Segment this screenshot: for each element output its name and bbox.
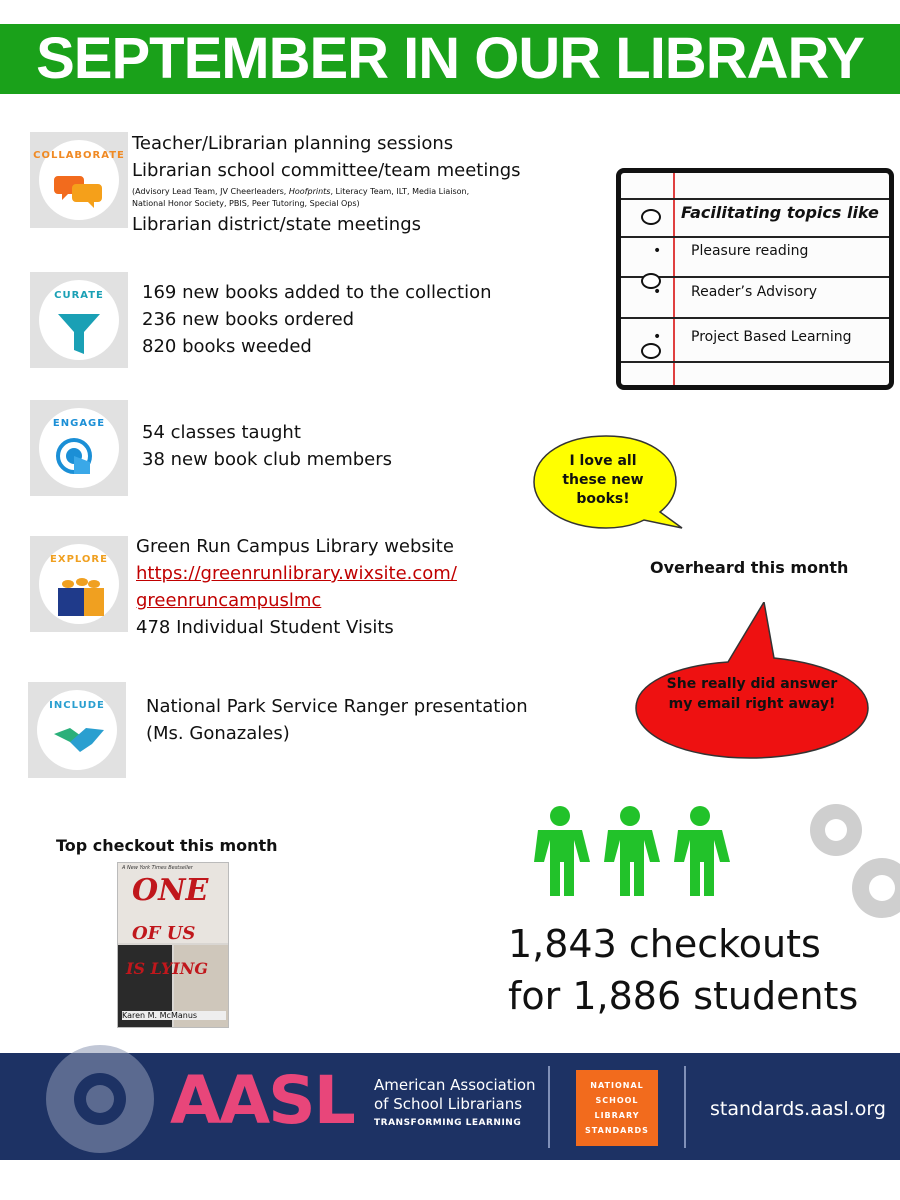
touch-icon <box>54 438 104 484</box>
explore-label: EXPLORE <box>50 554 108 565</box>
page-title: SEPTEMBER IN OUR LIBRARY <box>36 26 864 91</box>
book-tagline: A New York Times Bestseller <box>122 865 193 871</box>
org-name-line-2: of School Librarians <box>374 1095 523 1113</box>
overheard-heading: Overheard this month <box>650 558 849 577</box>
book-title-line-1: ONE <box>132 873 209 908</box>
yellow-bubble-text: I love all these new books! <box>562 453 644 507</box>
org-name-line-1: American Association <box>374 1076 536 1094</box>
checkouts-stat: 1,843 checkouts <box>508 922 821 966</box>
notebook-title: Facilitating topics like <box>681 203 879 222</box>
collaborate-tile <box>30 132 128 228</box>
collaborate-label: COLLABORATE <box>33 150 125 161</box>
students-stat: for 1,886 students <box>508 974 859 1018</box>
red-bubble-text: She really did answer my email right away! <box>666 676 838 712</box>
building-block-icon <box>54 574 108 620</box>
binder-hole-icon <box>641 343 661 359</box>
book-title-line-3: IS LYING <box>126 959 209 978</box>
bullet-icon: • <box>653 243 662 259</box>
explore-line-4: 478 Individual Student Visits <box>136 617 394 638</box>
include-label: INCLUDE <box>49 700 105 711</box>
collaborate-line-3: Librarian district/state meetings <box>132 214 422 235</box>
top-checkout-label: Top checkout this month <box>56 836 278 855</box>
bullet-icon: • <box>653 284 662 300</box>
standards-url-link[interactable]: standards.aasl.org <box>710 1098 886 1120</box>
footer-divider <box>684 1066 686 1148</box>
include-line-2: (Ms. Gonazales) <box>146 723 290 744</box>
gear-icon <box>30 1028 170 1170</box>
include-tile <box>28 682 126 778</box>
speech-bubbles-icon <box>54 170 104 210</box>
curate-line-3: 820 books weeded <box>142 336 312 357</box>
include-line-1: National Park Service Ranger presentation <box>146 696 528 717</box>
binder-hole-icon <box>641 209 661 225</box>
collaborate-committee-list-2: National Honor Society, PBIS, Peer Tutoring, Special Ops) <box>132 199 360 208</box>
bullet-icon: • <box>653 329 662 345</box>
library-website-link-part-1[interactable]: https://greenrunlibrary.wixsite.com/ <box>136 563 457 584</box>
library-website-link-part-2[interactable]: greenruncampuslmc <box>136 590 322 611</box>
engage-line-1: 54 classes taught <box>142 422 301 443</box>
notebook-item-3: Project Based Learning <box>691 329 852 345</box>
aasl-logo[interactable]: AASL <box>170 1062 354 1139</box>
funnel-icon <box>54 310 104 356</box>
notebook-item-1: Pleasure reading <box>691 243 809 259</box>
explore-tile <box>30 536 128 632</box>
collaborate-line-2: Librarian school committee/team meetings <box>132 160 521 181</box>
gear-icon <box>786 800 900 930</box>
students-icon <box>524 806 736 898</box>
notebook-card <box>616 168 894 390</box>
explore-line-1: Green Run Campus Library website <box>136 536 454 557</box>
collaborate-committee-list-1: (Advisory Lead Team, JV Cheerleaders, Hoofprints, Literacy Team, ILT, Media Liaison, <box>132 187 470 196</box>
engage-line-2: 38 new book club members <box>142 449 393 470</box>
notebook-item-2: Reader’s Advisory <box>691 284 818 300</box>
collaborate-line-1: Teacher/Librarian planning sessions <box>132 133 454 154</box>
curate-line-1: 169 new books added to the collection <box>142 282 492 303</box>
curate-line-2: 236 new books ordered <box>142 309 355 330</box>
footer-divider <box>548 1066 550 1148</box>
book-cover[interactable] <box>117 862 229 1028</box>
org-tagline: TRANSFORMING LEARNING <box>374 1118 522 1128</box>
curate-tile <box>30 272 128 368</box>
curate-label: CURATE <box>54 290 104 301</box>
engage-label: ENGAGE <box>52 418 106 429</box>
handshake-icon <box>52 720 106 760</box>
engage-tile <box>30 400 128 496</box>
book-title-line-2: OF US <box>132 923 196 944</box>
book-author: Karen M. McManus <box>122 1011 226 1020</box>
standards-badge: NATIONAL SCHOOL LIBRARY STANDARDS <box>576 1070 658 1146</box>
